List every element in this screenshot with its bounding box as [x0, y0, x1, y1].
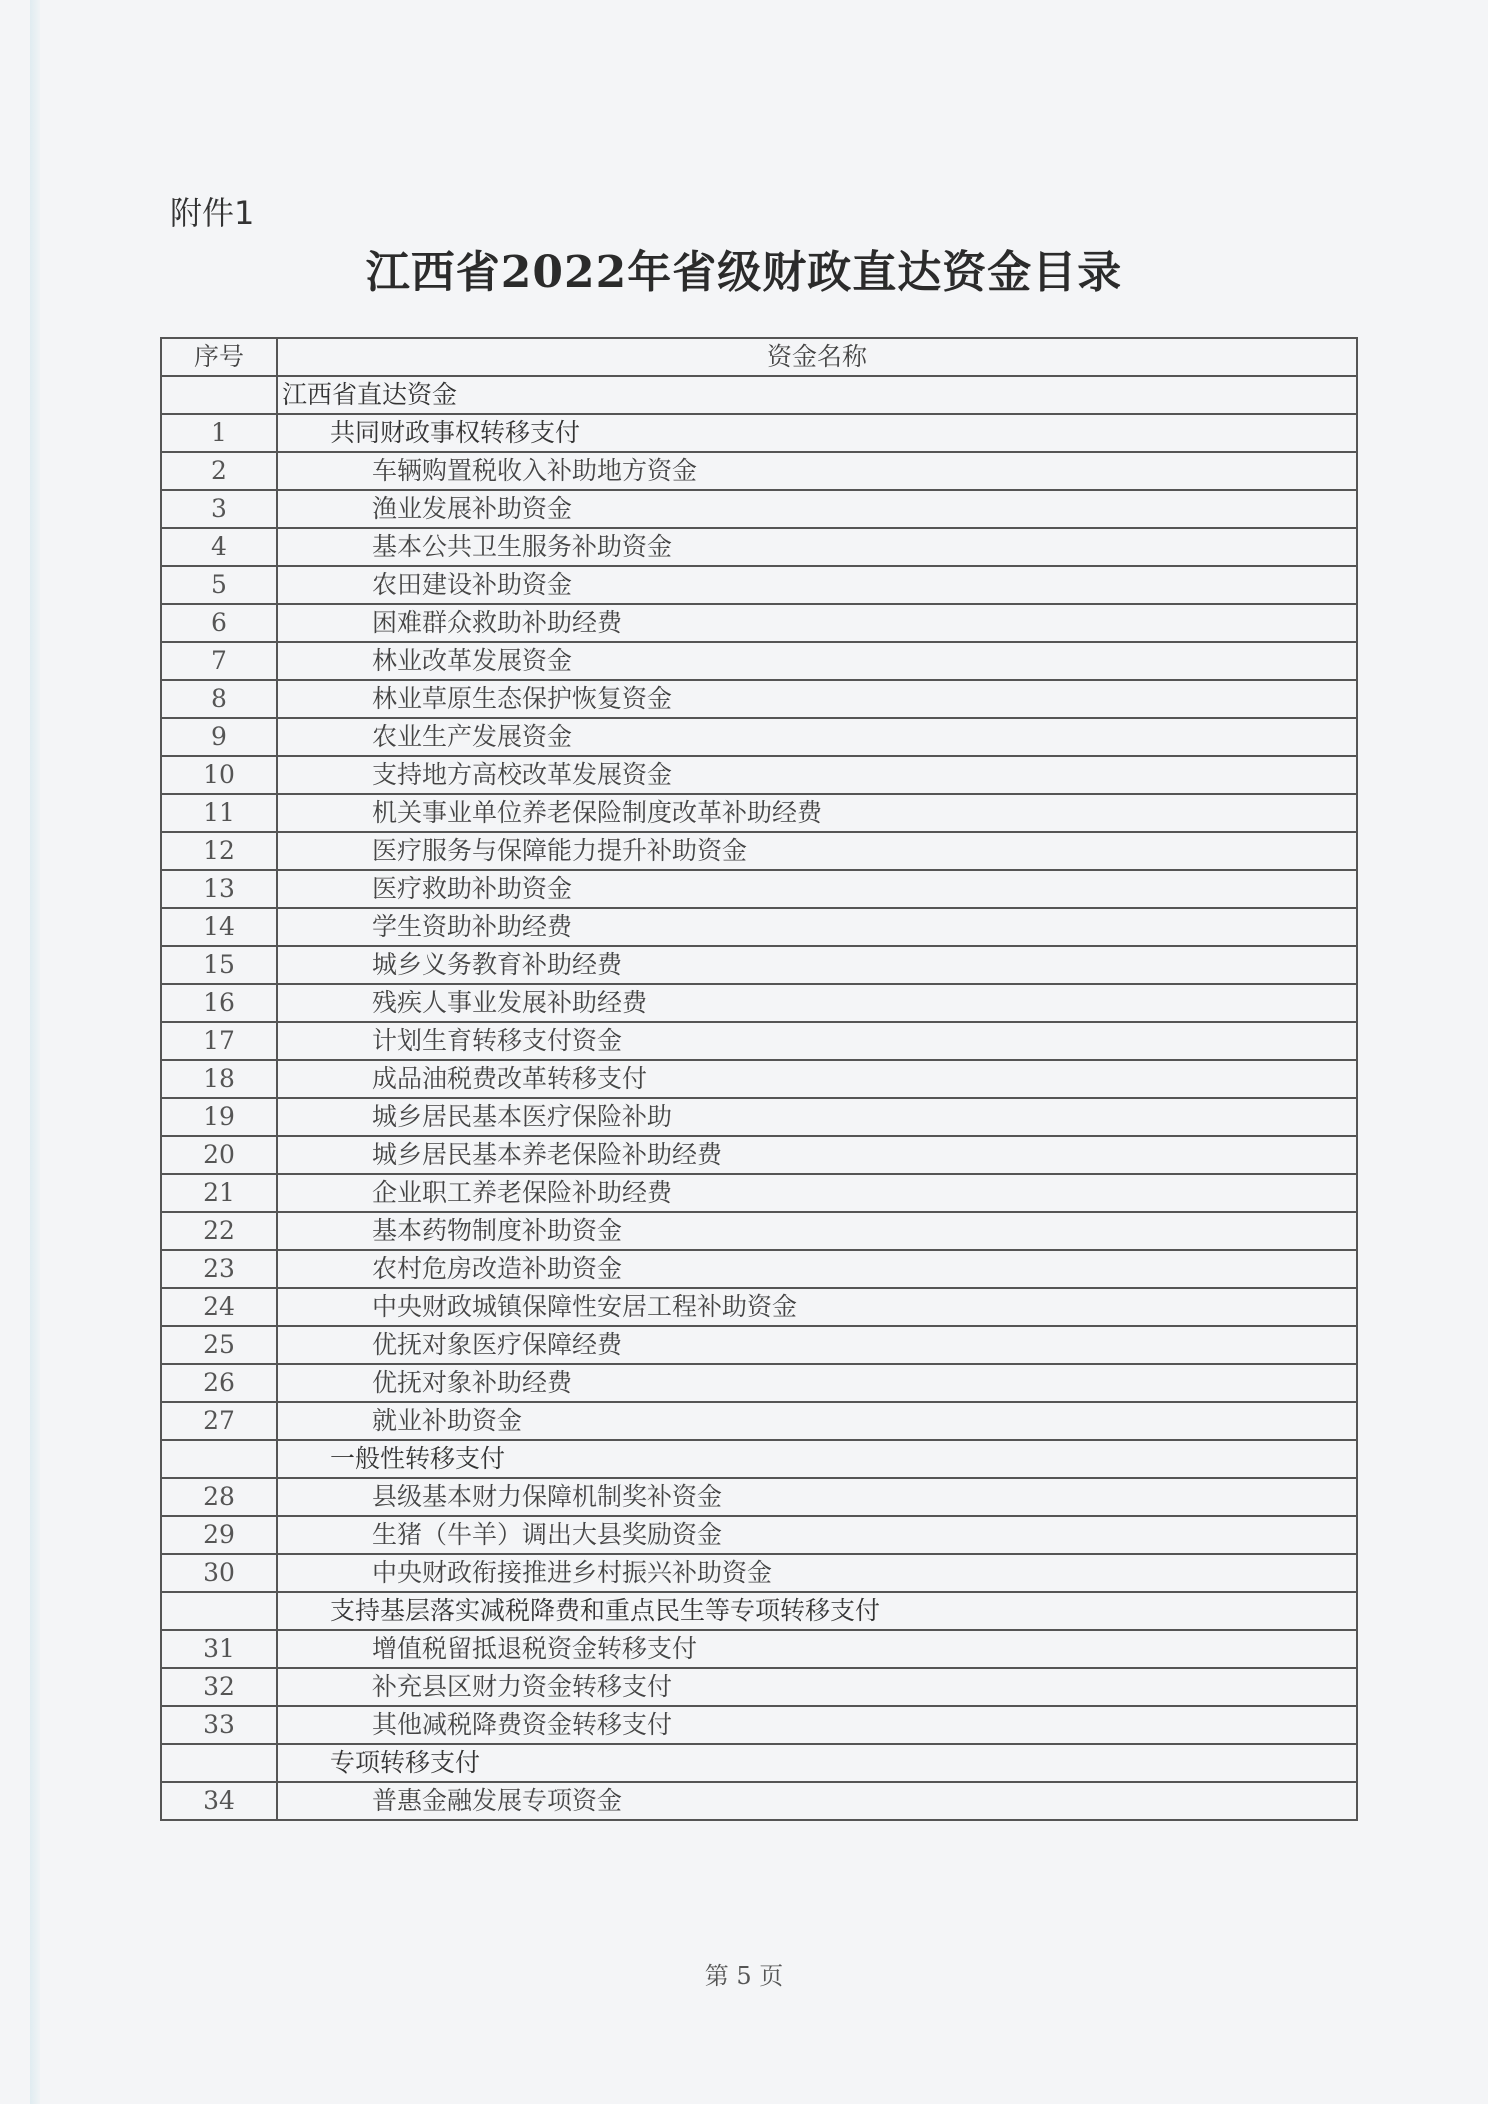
row-serial-number: 21	[161, 1174, 277, 1212]
fund-item-name: 农村危房改造补助资金	[277, 1250, 1357, 1288]
table-row	[161, 490, 1357, 528]
header-serial-number: 序号	[161, 338, 277, 376]
table-row	[161, 1630, 1357, 1668]
table-row	[161, 376, 1357, 414]
table-row	[161, 1022, 1357, 1060]
row-serial-number: 28	[161, 1478, 277, 1516]
row-serial-number: 24	[161, 1288, 277, 1326]
table-row	[161, 1250, 1357, 1288]
fund-item-name: 计划生育转移支付资金	[277, 1022, 1357, 1060]
row-serial-number: 26	[161, 1364, 277, 1402]
table-row	[161, 718, 1357, 756]
table-row	[161, 984, 1357, 1022]
row-serial-number: 5	[161, 566, 277, 604]
row-serial-number: 2	[161, 452, 277, 490]
table-row	[161, 870, 1357, 908]
row-serial-number: 20	[161, 1136, 277, 1174]
table-row	[161, 1136, 1357, 1174]
fund-item-name: 医疗救助补助资金	[277, 870, 1357, 908]
row-serial-number: 30	[161, 1554, 277, 1592]
row-serial-number	[161, 376, 277, 414]
table-row	[161, 1364, 1357, 1402]
fund-item-name: 城乡义务教育补助经费	[277, 946, 1357, 984]
row-serial-number: 8	[161, 680, 277, 718]
table-header-row	[161, 338, 1357, 376]
table-row	[161, 1288, 1357, 1326]
fund-item-name: 城乡居民基本医疗保险补助	[277, 1098, 1357, 1136]
table-row	[161, 908, 1357, 946]
table-row	[161, 832, 1357, 870]
table-row	[161, 1212, 1357, 1250]
header-fund-name: 资金名称	[277, 338, 1357, 376]
fund-item-name: 城乡居民基本养老保险补助经费	[277, 1136, 1357, 1174]
row-serial-number	[161, 1744, 277, 1782]
fund-item-name: 普惠金融发展专项资金	[277, 1782, 1357, 1820]
fund-item-name: 优抚对象医疗保障经费	[277, 1326, 1357, 1364]
table-row	[161, 1478, 1357, 1516]
fund-item-name: 学生资助补助经费	[277, 908, 1357, 946]
row-serial-number: 29	[161, 1516, 277, 1554]
table-row	[161, 1326, 1357, 1364]
fund-item-name: 其他减税降费资金转移支付	[277, 1706, 1357, 1744]
fund-item-name: 企业职工养老保险补助经费	[277, 1174, 1357, 1212]
table-row	[161, 642, 1357, 680]
fund-item-name: 医疗服务与保障能力提升补助资金	[277, 832, 1357, 870]
row-serial-number: 19	[161, 1098, 277, 1136]
fund-item-name: 补充县区财力资金转移支付	[277, 1668, 1357, 1706]
row-serial-number: 7	[161, 642, 277, 680]
table-row	[161, 680, 1357, 718]
fund-item-name: 中央财政城镇保障性安居工程补助资金	[277, 1288, 1357, 1326]
row-serial-number: 3	[161, 490, 277, 528]
row-serial-number: 18	[161, 1060, 277, 1098]
row-serial-number: 6	[161, 604, 277, 642]
row-serial-number: 27	[161, 1402, 277, 1440]
row-serial-number: 17	[161, 1022, 277, 1060]
fund-item-name: 林业草原生态保护恢复资金	[277, 680, 1357, 718]
table-row	[161, 946, 1357, 984]
row-serial-number: 1	[161, 414, 277, 452]
table-row	[161, 1060, 1357, 1098]
fund-item-name: 基本公共卫生服务补助资金	[277, 528, 1357, 566]
table-row	[161, 1440, 1357, 1478]
table-row	[161, 566, 1357, 604]
fund-item-name: 基本药物制度补助资金	[277, 1212, 1357, 1250]
fund-item-name: 就业补助资金	[277, 1402, 1357, 1440]
table-row	[161, 1402, 1357, 1440]
row-serial-number: 23	[161, 1250, 277, 1288]
table-row	[161, 452, 1357, 490]
fund-item-name: 成品油税费改革转移支付	[277, 1060, 1357, 1098]
table-row	[161, 414, 1357, 452]
row-serial-number: 33	[161, 1706, 277, 1744]
fund-category-name: 一般性转移支付	[277, 1440, 1357, 1478]
table-row	[161, 604, 1357, 642]
fund-category-name: 江西省直达资金	[277, 376, 1357, 414]
table-row	[161, 756, 1357, 794]
table-row	[161, 1744, 1357, 1782]
fund-category-name: 专项转移支付	[277, 1744, 1357, 1782]
attachment-label: 附件1	[170, 194, 255, 232]
table-body	[161, 376, 1357, 1820]
table-row	[161, 1592, 1357, 1630]
row-serial-number: 25	[161, 1326, 277, 1364]
table-row	[161, 1554, 1357, 1592]
row-serial-number: 15	[161, 946, 277, 984]
row-serial-number: 16	[161, 984, 277, 1022]
fund-category-name: 支持基层落实减税降费和重点民生等专项转移支付	[277, 1592, 1357, 1630]
fund-item-name: 机关事业单位养老保险制度改革补助经费	[277, 794, 1357, 832]
fund-item-name: 中央财政衔接推进乡村振兴补助资金	[277, 1554, 1357, 1592]
fund-item-name: 县级基本财力保障机制奖补资金	[277, 1478, 1357, 1516]
row-serial-number: 4	[161, 528, 277, 566]
fund-item-name: 优抚对象补助经费	[277, 1364, 1357, 1402]
row-serial-number: 10	[161, 756, 277, 794]
row-serial-number: 34	[161, 1782, 277, 1820]
table-row	[161, 1668, 1357, 1706]
fund-item-name: 农业生产发展资金	[277, 718, 1357, 756]
table-row	[161, 1174, 1357, 1212]
row-serial-number: 12	[161, 832, 277, 870]
table-row	[161, 794, 1357, 832]
fund-item-name: 增值税留抵退税资金转移支付	[277, 1630, 1357, 1668]
row-serial-number	[161, 1592, 277, 1630]
row-serial-number	[161, 1440, 277, 1478]
fund-item-name: 生猪（牛羊）调出大县奖励资金	[277, 1516, 1357, 1554]
table-row	[161, 1782, 1357, 1820]
fund-item-name: 林业改革发展资金	[277, 642, 1357, 680]
fund-item-name: 农田建设补助资金	[277, 566, 1357, 604]
row-serial-number: 32	[161, 1668, 277, 1706]
fund-category-name: 共同财政事权转移支付	[277, 414, 1357, 452]
fund-catalog-table	[160, 337, 1358, 1821]
row-serial-number: 14	[161, 908, 277, 946]
row-serial-number: 13	[161, 870, 277, 908]
table-row	[161, 1516, 1357, 1554]
row-serial-number: 31	[161, 1630, 277, 1668]
fund-item-name: 车辆购置税收入补助地方资金	[277, 452, 1357, 490]
table-row	[161, 528, 1357, 566]
fund-item-name: 困难群众救助补助经费	[277, 604, 1357, 642]
scan-edge-decoration	[30, 0, 40, 2104]
fund-item-name: 支持地方高校改革发展资金	[277, 756, 1357, 794]
fund-item-name: 渔业发展补助资金	[277, 490, 1357, 528]
row-serial-number: 22	[161, 1212, 277, 1250]
document-title: 江西省2022年省级财政直达资金目录	[365, 247, 1123, 298]
fund-item-name: 残疾人事业发展补助经费	[277, 984, 1357, 1022]
table-row	[161, 1706, 1357, 1744]
table-row	[161, 1098, 1357, 1136]
row-serial-number: 11	[161, 794, 277, 832]
page-number: 第 5 页	[704, 1962, 784, 1990]
row-serial-number: 9	[161, 718, 277, 756]
